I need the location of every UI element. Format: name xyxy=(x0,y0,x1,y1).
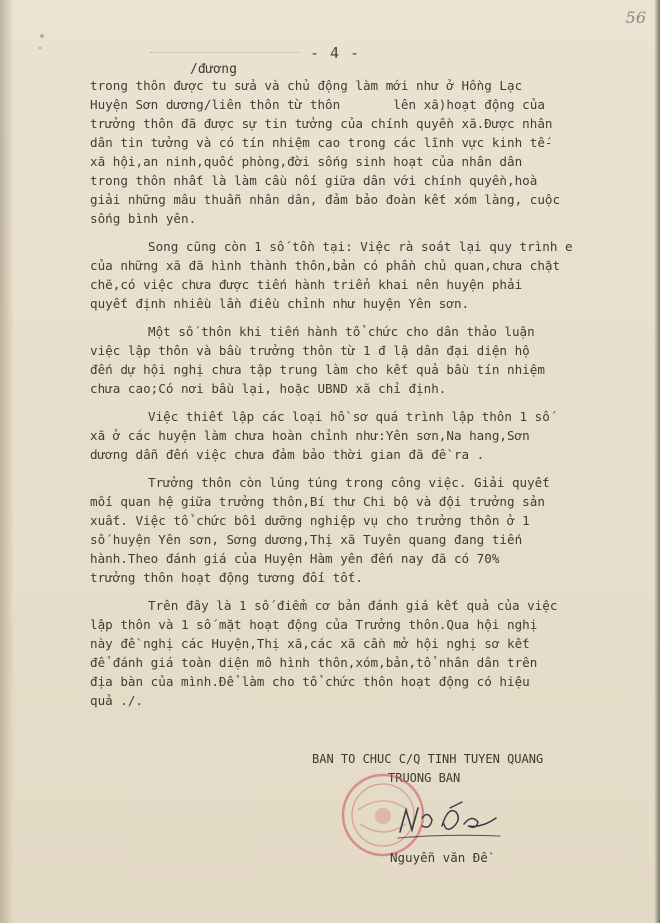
text-line: Song cũng còn 1 số tồn tại: Việc rà soát lại quy trình e xyxy=(148,239,573,254)
text-line: quả ./. xyxy=(90,693,144,708)
text-line: để đánh giá toàn diện mô hình thôn,xóm,bản,tổ nhân dân trên xyxy=(90,655,538,670)
paragraph-4 xyxy=(90,407,630,464)
text-line: Một số thôn khi tiến hành tổ chức cho dân thảo luận xyxy=(148,324,535,339)
text-line: Trên đây là 1 số điểm cơ bản đánh giá kết quả của việc xyxy=(148,598,558,613)
text-line: địa bàn của mình.Để làm cho tổ chức thôn hoạt động có hiệu xyxy=(90,674,530,689)
text-line: xã hội,an ninh,quốc phòng,đời sống sinh hoạt của nhân dân xyxy=(90,154,523,169)
text-line: trong thôn được tu sửa và chủ động làm mới như ở Hồng Lạc xyxy=(90,78,523,93)
text-line: Trưởng thôn còn lúng túng trong công việc. Giải quyết xyxy=(148,475,550,490)
text-line: chưa cao;Có nơi bầu lại, hoặc UBND xã chỉ định. xyxy=(90,381,447,396)
text-line: hành.Theo đánh giá của Huyện Hàm yên đến nay đã có 70% xyxy=(90,551,500,566)
text-line: trong thôn nhất là làm cầu nối giữa dân với chính quyền,hoà xyxy=(90,173,538,188)
text-line: trưởng thôn hoạt động tương đối tốt. xyxy=(90,570,363,585)
text-line: dân tin tưởng và có tín nhiệm cao trong các lĩnh vực kinh tế- xyxy=(90,135,553,150)
page-left-shadow xyxy=(0,0,14,923)
text-line: việc lập thôn và bầu trưởng thôn từ 1 đ lậ dân đại diện hộ xyxy=(90,343,530,358)
text-line: mối quan hệ giữa trưởng thôn,Bí thư Chi bộ và đội trưởng sản xyxy=(90,494,545,509)
document-body xyxy=(90,76,630,710)
signature-organization: BAN TO CHUC C/Q TINH TUYEN QUANG xyxy=(312,752,544,766)
paragraph-3 xyxy=(90,322,630,398)
text-line: của những xã đã hình thành thôn,bản có phần chủ quan,chưa chặt xyxy=(90,258,561,273)
signer-name: Nguyễn văn Đề xyxy=(390,850,488,865)
archive-page-number: 56 xyxy=(625,8,646,27)
paragraph-1 xyxy=(90,76,630,228)
text-line: giải những mâu thuẫn nhân dân, đảm bảo đoàn kết xóm làng, cuộc xyxy=(90,192,561,207)
punch-marks xyxy=(30,0,60,60)
text-line: số huyện Yên sơn, Sơng dương,Thị xã Tuyên quang đang tiến xyxy=(90,532,523,547)
signature-title: TRUONG BAN xyxy=(388,771,461,785)
text-line: dương dẫn đến việc chưa đảm bảo thời gian đã đề ra . xyxy=(90,447,485,462)
text-line: Huyện Sơn dương/liên thôn từ thôn lên xã)hoạt động của xyxy=(90,97,545,112)
text-line: xã ở các huyện làm chưa hoàn chỉnh như:Yên sơn,Na hang,Sơn xyxy=(90,428,530,443)
paragraph-6 xyxy=(90,596,630,710)
paragraph-2 xyxy=(90,237,630,313)
faint-header-mark xyxy=(150,42,300,53)
page-number: - 4 - xyxy=(310,44,361,62)
text-line: trưởng thôn đã được sự tin tưởng của chính quyền xã.Được nhân xyxy=(90,116,553,131)
text-line: đến dự hội nghị chưa tập trung làm cho kết quả bầu tín nhiệm xyxy=(90,362,545,377)
text-line: chẽ,có việc chưa được tiến hành triển khai nên huyện phải xyxy=(90,277,523,292)
text-line: này đề nghị các Huyện,Thị xã,các xã cần mở hội nghị sơ kết xyxy=(90,636,530,651)
text-line: xuất. Việc tổ chức bồi dưỡng nghiệp vụ cho trưởng thôn ở 1 xyxy=(90,513,530,528)
page-right-edge xyxy=(654,0,660,923)
text-line: Việc thiết lập các loại hồ sơ quá trình lập thôn 1 số xyxy=(148,409,550,424)
text-line: lập thôn và 1 số mặt hoạt động của Trưởng thôn.Qua hội nghị xyxy=(90,617,538,632)
text-line: quyết định nhiều lần điều chỉnh như huyện Yên sơn. xyxy=(90,296,470,311)
continued-word: /đương xyxy=(190,62,237,77)
paragraph-5 xyxy=(90,473,630,587)
handwritten-signature-icon xyxy=(392,796,512,844)
text-line: sống bình yên. xyxy=(90,211,197,226)
